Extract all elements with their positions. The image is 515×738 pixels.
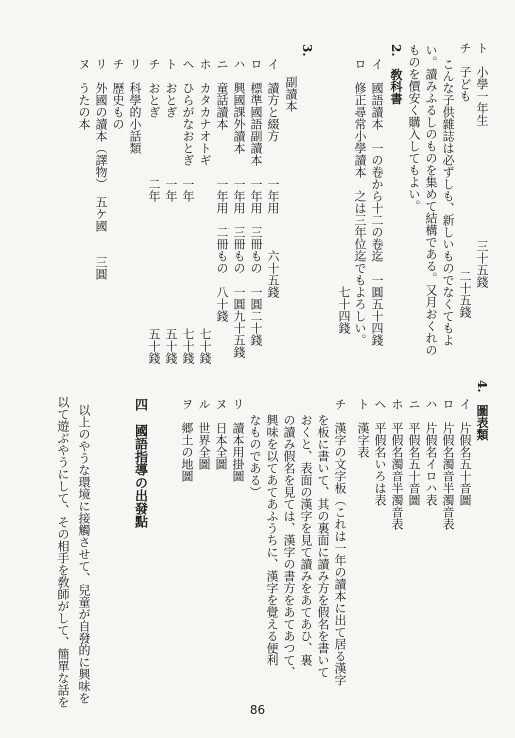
item-label: ト bbox=[475, 42, 489, 54]
price-text: 五十錢 bbox=[164, 328, 178, 364]
text-column: リ 讀本用掛圖 bbox=[231, 398, 245, 482]
text-column: ト おとぎ 一年 bbox=[164, 58, 178, 202]
text-column: 副讀本 bbox=[284, 76, 298, 112]
text-column: ト 漢字表 bbox=[356, 398, 370, 458]
item-text: 子ども bbox=[458, 66, 472, 102]
price-text: 七十錢 bbox=[181, 328, 195, 364]
text-column: ロ 片假名濁音半濁音表 bbox=[441, 398, 455, 530]
section-heading: 3. bbox=[300, 44, 314, 57]
price-text: 七十四錢 bbox=[337, 286, 351, 334]
text-column: ハ 片假名イロハ表 bbox=[424, 398, 438, 506]
text-column: チ おとぎ 二年 bbox=[147, 58, 161, 202]
price-text: 三十五錢 bbox=[475, 240, 489, 288]
chapter-heading: 四 國語指導の出發點 bbox=[132, 398, 147, 528]
text-column: ロ 標準國語副讀本 一年用 三冊もの 一圓二十錢 bbox=[249, 58, 263, 346]
text-column: イ 讀方と綴方 一年用 六十五錢 bbox=[266, 58, 280, 298]
body-text-column: 以上のやうな環境に接觸させて、兒童が自發的に興味を bbox=[77, 404, 91, 704]
text-column: ヘ 平假名いろは表 bbox=[373, 398, 387, 506]
text-column: ル 世界全圖 bbox=[197, 398, 211, 470]
text-column: ヘ ひらがなおとぎ 一年 bbox=[181, 58, 195, 202]
text-column: ハ 興國課外讀本 一年用 三冊もの 一圓九十五錢 bbox=[232, 58, 246, 358]
text-column: イ 國語讀本 一の卷から十二の卷迄 一圓五十四錢 bbox=[370, 58, 384, 346]
text-column: ヌ うたの本 bbox=[77, 58, 91, 130]
text-column: ホ カタカナオトギ bbox=[198, 58, 212, 166]
price-text: 五十錢 bbox=[147, 328, 161, 364]
text-column bbox=[457, 42, 473, 102]
text-column: リ 外國の讀本（譯物） 五ケ國 三圓 bbox=[94, 58, 108, 280]
text-column: の讀み假名を見ては、漢字の書方をあてあつて、 bbox=[282, 414, 296, 678]
text-column: ニ 平假名五十音圖 bbox=[407, 398, 421, 506]
text-column: なものである） bbox=[248, 414, 262, 498]
text-column: チ 歷史もの bbox=[111, 58, 125, 130]
text-column: ロ 修正尋常小學讀本 之は三年位迄でもよろしい。 bbox=[353, 58, 367, 346]
text-column: ホ 平假名濁音半濁音表 bbox=[390, 398, 404, 530]
text-column: チ 漢字の文字板（これは一年の讀本に出て居る漢字 bbox=[333, 398, 347, 686]
page-number: 86 bbox=[249, 703, 266, 717]
text-column: ヲ 郷土の地圖 bbox=[180, 398, 194, 482]
text-column: こんな子供雜誌は必ずしも、新しいものでなくてもよ bbox=[441, 58, 455, 346]
text-column: 興味を以てあてあふうちに、漢字を覺える便利 bbox=[265, 414, 279, 666]
text-column: ニ 童話讀本 一年用 二冊もの 八十錢 bbox=[215, 58, 229, 322]
text-column: イ 片假名五十音圖 bbox=[458, 398, 472, 506]
section-heading: 2. 敎科書 bbox=[389, 44, 403, 105]
item-text: 小學一年生 bbox=[475, 66, 489, 126]
price-text: 七十錢 bbox=[198, 328, 212, 364]
text-column: ヌ 日本全圖 bbox=[214, 398, 228, 470]
item-label: チ bbox=[458, 42, 472, 54]
price-text: 二十五錢 bbox=[458, 270, 472, 318]
text-column: おくと、表面の漢字を見て讀みをあてあひ、裏 bbox=[299, 414, 313, 666]
body-text-column: 以て遊ぶやうにして、その相手を敎師がして、簡單な話を bbox=[56, 396, 70, 708]
text-column: ものを價安く購入してもよい。 bbox=[407, 44, 421, 212]
text-column: リ 科學的小話類 bbox=[128, 58, 142, 154]
text-column: を板に書いて、其の裏面に讀み方を假名を書いて bbox=[316, 414, 330, 678]
text-column: い。讀みふるしのものを集めて結構である。又月おくれの bbox=[424, 44, 438, 356]
section-heading: 4. 圖表類 bbox=[475, 380, 489, 441]
